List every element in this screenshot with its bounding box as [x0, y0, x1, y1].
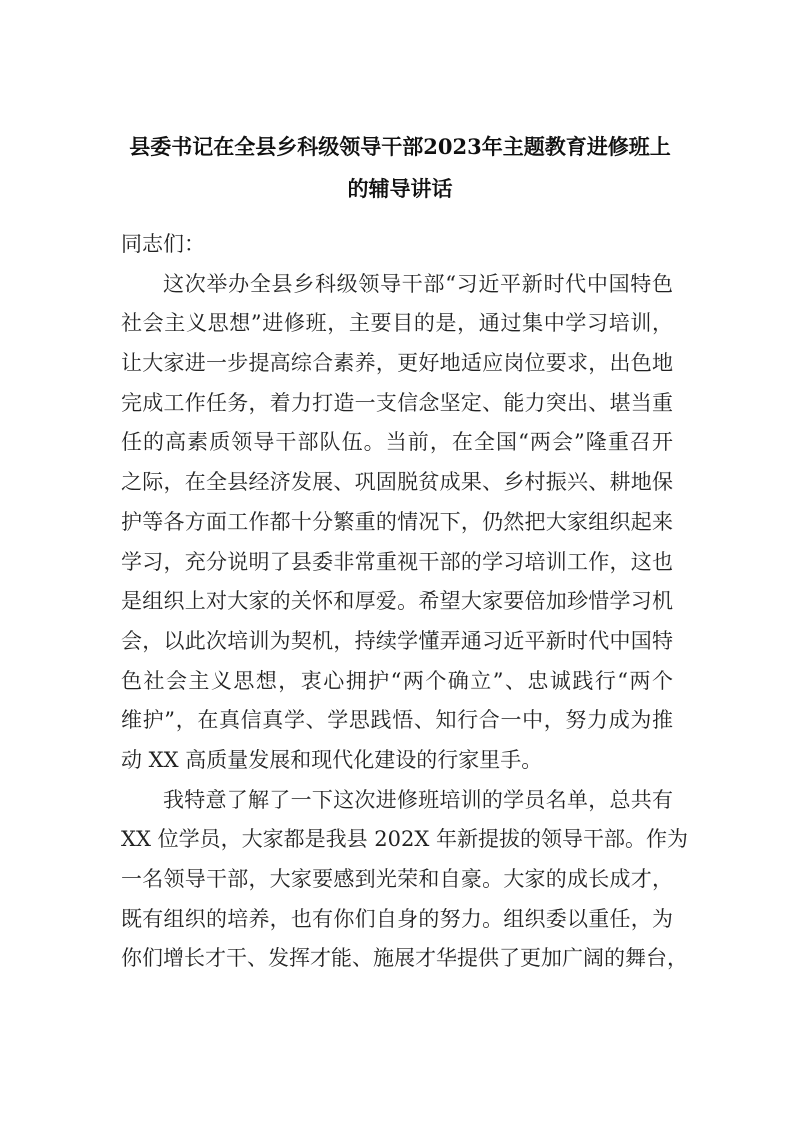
paragraph-line: 动 XX 高质量发展和现代化建设的行家里手。 — [121, 747, 543, 772]
paragraph-line: 色社会主义思想，衷心拥护“两个确立”、忠诚践行“两个 — [121, 668, 673, 693]
paragraph-line: 任的高素质领导干部队伍。当前，在全国“两会”隆重召开 — [121, 430, 673, 455]
paragraph-line: 护等各方面工作都十分繁重的情况下，仍然把大家组织起来 — [121, 509, 673, 534]
document-body — [121, 225, 688, 979]
title-line-1: 县委书记在全县乡科级领导干部2023年主题教育进修班上 — [129, 134, 671, 159]
paragraph-line: 会，以此次培训为契机，持续学懂弄通习近平新时代中国特 — [121, 628, 673, 653]
paragraph-line: XX 位学员，大家都是我县 202X 年新提拔的领导干部。作为 — [121, 827, 688, 852]
paragraph-line: 维护”，在真信真学、学思践悟、知行合一中，努力成为推 — [121, 708, 673, 733]
paragraph-line: 你们增长才干、发挥才能、施展才华提供了更加广阔的舞台， — [121, 946, 688, 971]
paragraph-line: 既有组织的培养，也有你们自身的努力。组织委以重任，为 — [121, 906, 673, 931]
paragraph-line: 是组织上对大家的关怀和厚爱。希望大家要倍加珍惜学习机 — [121, 589, 673, 614]
paragraph-line: 学习，充分说明了县委非常重视干部的学习培训工作，这也 — [121, 549, 673, 574]
paragraph — [121, 265, 673, 781]
paragraph-line: 之际，在全县经济发展、巩固脱贫成果、乡村振兴、耕地保 — [121, 470, 673, 495]
paragraph — [121, 781, 688, 979]
paragraph-line: 社会主义思想”进修班，主要目的是，通过集中学习培训， — [121, 311, 673, 336]
paragraph-line: 一名领导干部，大家要感到光荣和自豪。大家的成长成才， — [121, 867, 673, 891]
document-title — [110, 126, 690, 210]
paragraph-line: 这次举办全县乡科级领导干部“习近平新时代中国特色 — [163, 271, 673, 296]
paragraph-line: 完成工作任务，着力打造一支信念坚定、能力突出、堪当重 — [121, 390, 673, 415]
title-line-2: 的辅导讲话 — [347, 176, 453, 201]
salutation: 同志们： — [121, 232, 205, 256]
paragraphs — [121, 265, 688, 979]
paragraph-line: 我特意了解了一下这次进修班培训的学员名单，总共有 — [163, 787, 673, 812]
paragraph-line: 让大家进一步提高综合素养，更好地适应岗位要求，出色地 — [121, 351, 673, 376]
